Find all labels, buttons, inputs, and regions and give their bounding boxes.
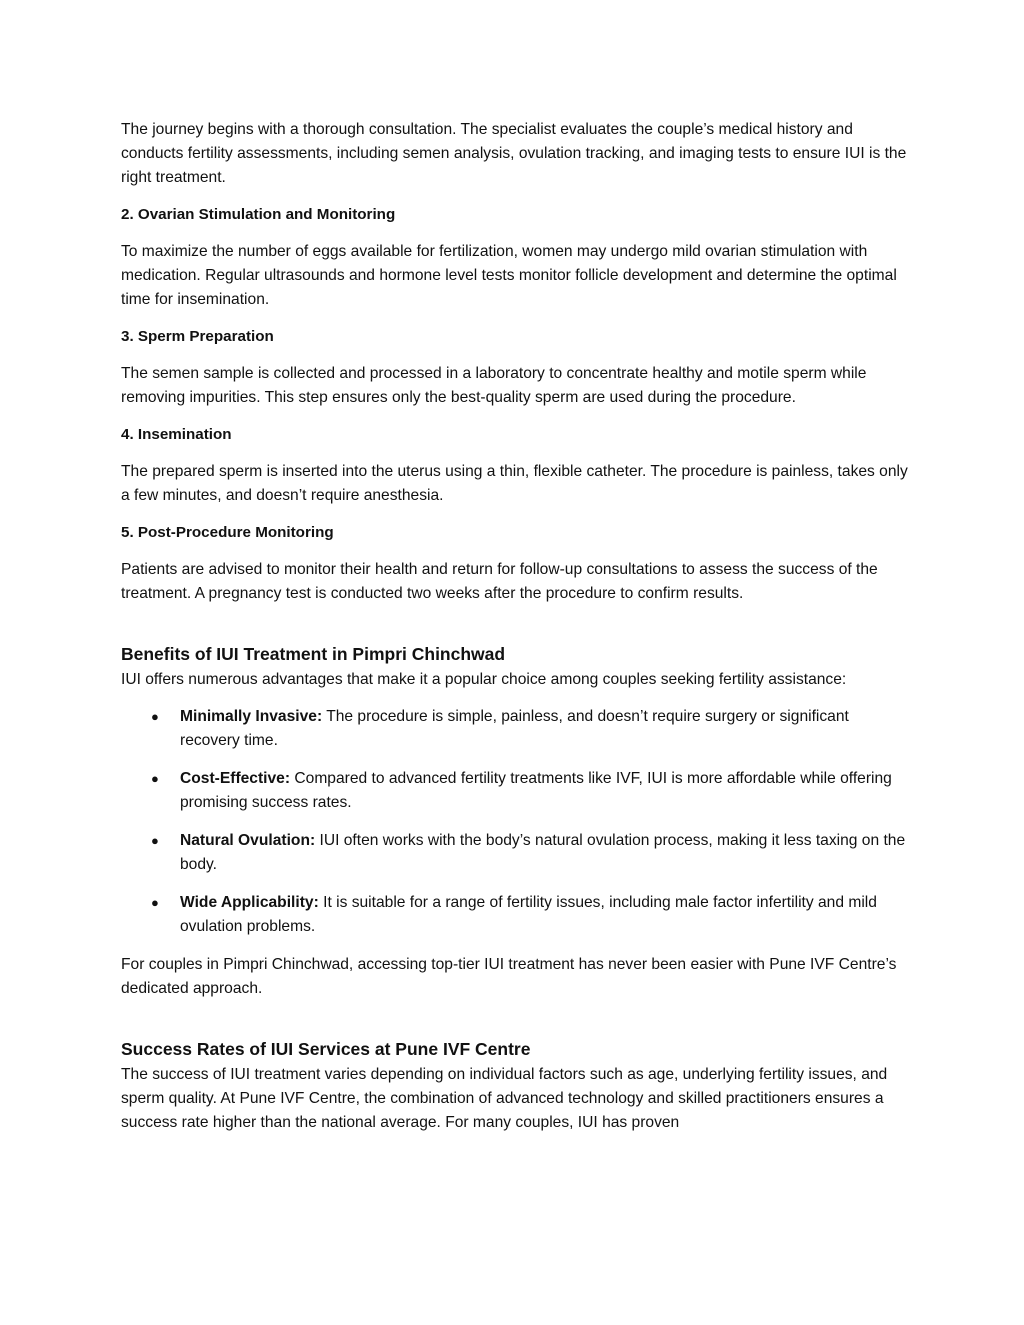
benefit-text: The procedure is simple, painless, and doesn’t require surgery or significant recovery time. [180, 708, 849, 749]
benefit-text: It is suitable for a range of fertility issues, including male factor infertility and mild ovulation problems. [180, 894, 877, 935]
benefit-term: Wide Applicability: [180, 894, 319, 911]
document-page [121, 118, 911, 1135]
bullet-icon: ● [151, 833, 159, 848]
step-3-paragraph: The semen sample is collected and processed in a laboratory to concentrate healthy and motile sperm while removing impurities. This step ensures only the best-quality sperm are used during the procedure. [121, 365, 867, 406]
bullet-icon: ● [151, 895, 159, 910]
step-2-paragraph: To maximize the number of eggs available for fertilization, women may undergo mild ovarian stimulation with medication. Regular ultrasounds and hormone level tests monitor follicle development and determine the optimal time for insemination. [121, 243, 897, 308]
step-3-heading: 3. Sperm Preparation [121, 328, 274, 345]
list-item [121, 705, 911, 753]
success-paragraph: The success of IUI treatment varies depending on individual factors such as age, underlying fertility issues, and sperm quality. At Pune IVF Centre, the combination of advanced technology and skilled practitioners ensures a success rate higher than the national average. For many couples, IUI has proven [121, 1066, 888, 1131]
benefits-list [121, 705, 911, 939]
bullet-icon: ● [151, 771, 159, 786]
bullet-icon: ● [151, 709, 159, 724]
step-4-heading: 4. Insemination [121, 426, 232, 443]
step-5-paragraph: Patients are advised to monitor their health and return for follow-up consultations to assess the success of the treatment. A pregnancy test is conducted two weeks after the procedure to confirm results. [121, 561, 878, 602]
list-item [121, 767, 911, 815]
benefit-term: Minimally Invasive: [180, 708, 323, 725]
benefits-intro: IUI offers numerous advantages that make it a popular choice among couples seeking fertility assistance: [121, 671, 847, 688]
step-5-heading: 5. Post-Procedure Monitoring [121, 524, 334, 541]
benefits-closing: For couples in Pimpri Chinchwad, accessing top-tier IUI treatment has never been easier with Pune IVF Centre’s dedicated approach. [121, 956, 897, 997]
step-2-heading: 2. Ovarian Stimulation and Monitoring [121, 206, 396, 223]
step-4-paragraph: The prepared sperm is inserted into the uterus using a thin, flexible catheter. The procedure is painless, takes only a few minutes, and doesn’t require anesthesia. [121, 463, 908, 504]
benefit-term: Cost-Effective: [180, 770, 291, 787]
benefits-heading: Benefits of IUI Treatment in Pimpri Chinchwad [121, 644, 506, 664]
list-item [121, 891, 911, 939]
benefit-text: Compared to advanced fertility treatments like IVF, IUI is more affordable while offering promising success rates. [180, 770, 892, 811]
success-heading: Success Rates of IUI Services at Pune IVF Centre [121, 1039, 531, 1059]
list-item [121, 829, 911, 877]
intro-paragraph: The journey begins with a thorough consultation. The specialist evaluates the couple’s medical history and conducts fertility assessments, including semen analysis, ovulation tracking, and imaging tests to ensure IUI is the right treatment. [121, 121, 907, 186]
benefit-term: Natural Ovulation: [180, 832, 316, 849]
benefit-text: IUI often works with the body’s natural ovulation process, making it less taxing on the body. [180, 832, 906, 873]
